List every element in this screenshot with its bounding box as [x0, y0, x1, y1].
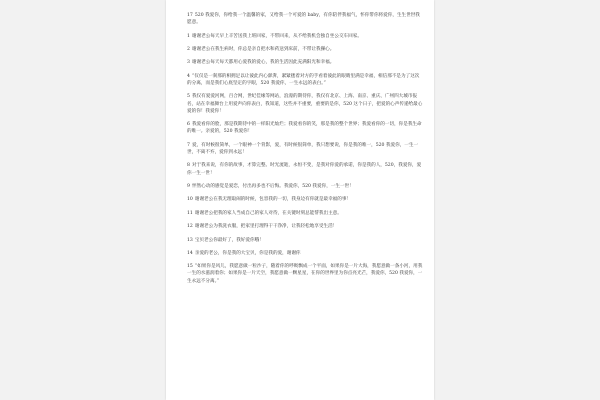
paragraph-number: 15: [187, 264, 193, 270]
paragraph-number: 3: [187, 60, 190, 66]
paragraph: [187, 183, 423, 190]
paragraph-number: 8: [187, 163, 190, 169]
paragraph: [187, 33, 423, 40]
paragraph-number: 14: [187, 250, 193, 256]
paragraph-text: 对于我来说，有你的故事，才算完整。时光流逝，永恒不变，是我对你爱的承诺，你是我的人，520，我爱你，爱你一生一世！: [187, 163, 422, 176]
paragraph-text: “如果你是风儿，我愿意做一粒沙子，随着你的呼吸飘成一个平面，如果你是一片大海，我愿意做一条小河，用我一生的水滋润着你；如果你是一片天空，我愿意做一颗星星，在你的世界里为你点亮光芒，我爱你，520 我爱你，一生永远不分离。”: [187, 264, 423, 284]
paragraph: [187, 12, 423, 26]
paragraph-number: 11: [187, 210, 193, 216]
paragraph-text: 谢谢老公为我洗衣服，把家里打理得干干净净，让我轻松地享受生活！: [194, 224, 338, 230]
paragraph-text: 谢谢老公在我无理取闹的时候，包容我的一切，我身边有你就是最幸福的事！: [194, 197, 352, 203]
paragraph-number: 2: [187, 46, 190, 52]
paragraph-number: 17: [187, 13, 193, 18]
paragraph-text: 520 我爱你，你给我一个温馨的家，又给我一个可爱的 baby，有你陪伴我福气，怀你带你将爱你，生生世世我愿意。: [187, 13, 420, 26]
paragraph-number: 10: [187, 197, 193, 203]
paragraph-number: 13: [187, 237, 193, 243]
paragraph: [187, 250, 423, 257]
paragraph-text: 谢谢老公每天早上辛苦送我上班回家，不带回来，从不给我机会独自坐公交车回家。: [191, 33, 362, 39]
paragraph: [187, 59, 423, 66]
paragraph-text: 谢谢老公在我生病时，你总是亲自把水和药送到床前，不带让我操心。: [191, 46, 335, 52]
paragraph-number: 1: [187, 33, 190, 39]
paragraph: [187, 196, 423, 203]
paragraph-text: 怦然心动的感觉是爱恋，付出再多也不后悔。我爱你，520 我爱你，一生一世！: [191, 183, 354, 189]
paragraph-number: 6: [187, 122, 190, 128]
paragraph: [187, 93, 423, 115]
paragraph: [187, 210, 423, 217]
paragraph: [187, 263, 423, 285]
paragraph-number: 4: [187, 73, 190, 79]
paragraph: [187, 46, 423, 53]
paragraph-text: 我仅有爱爱河网，百合网，世纪佳缘等网站，浪漫的期待你，我仅有北京、上海、南京、重庆、广州四大城市报名，站在幸福舞台上用爱声向你表白，我知道，这些并不重要，重要的是你，520 这个日子，把爱的心声传递给最心爱的你！我爱你！: [187, 94, 423, 114]
paragraph: [187, 121, 423, 135]
paragraph-number: 7: [187, 142, 190, 148]
paragraph-text: 宝贝老公你最好了，我好爱你哦！: [194, 237, 264, 243]
document-page: [166, 0, 434, 400]
paragraph: [187, 223, 423, 230]
document-body: [187, 12, 423, 291]
paragraph: [187, 237, 423, 244]
paragraph-text: 谢谢老公把我的家人当成自己的家人对待，在关键时刻总能帮我出主意。: [194, 210, 342, 216]
paragraph-number: 9: [187, 183, 190, 189]
paragraph: [187, 73, 423, 87]
paragraph-text: 爱，有时候很简单，一个眼神一个背影，爱，有时候很简单，我只想要说，你是我的唯一，520 我爱你，一生一世，不离不弃，爱你到永远！: [187, 142, 419, 155]
paragraph-text: “仅仅是一刹那的相拥足以让彼此内心澎湃，紧紧搂着对方的手看着彼此的眼睛里满是幸福，相信那不是为了这次的分离，而是我们心底坚定的字眼，520 我爱你，一生永远的表白。”: [187, 73, 420, 86]
paragraph-number: 5: [187, 94, 190, 100]
paragraph-text: 亲爱的老公，你是我的大宝贝，你是我的爱，谢谢你: [194, 250, 301, 256]
paragraph-text: 我爱看你的脸，那是我期待中的一样阳光灿烂；我爱看你的笑，那是我的整个世界；我爱看你的一切，你是我生命的唯一。亲爱的，520 我爱你！: [187, 122, 422, 135]
paragraph: [187, 142, 423, 156]
paragraph-number: 12: [187, 224, 193, 230]
paragraph: [187, 162, 423, 176]
paragraph-text: 谢谢老公每天每天都用心爱我的爱心，我的生活因此充满阳光和幸福。: [191, 60, 335, 66]
